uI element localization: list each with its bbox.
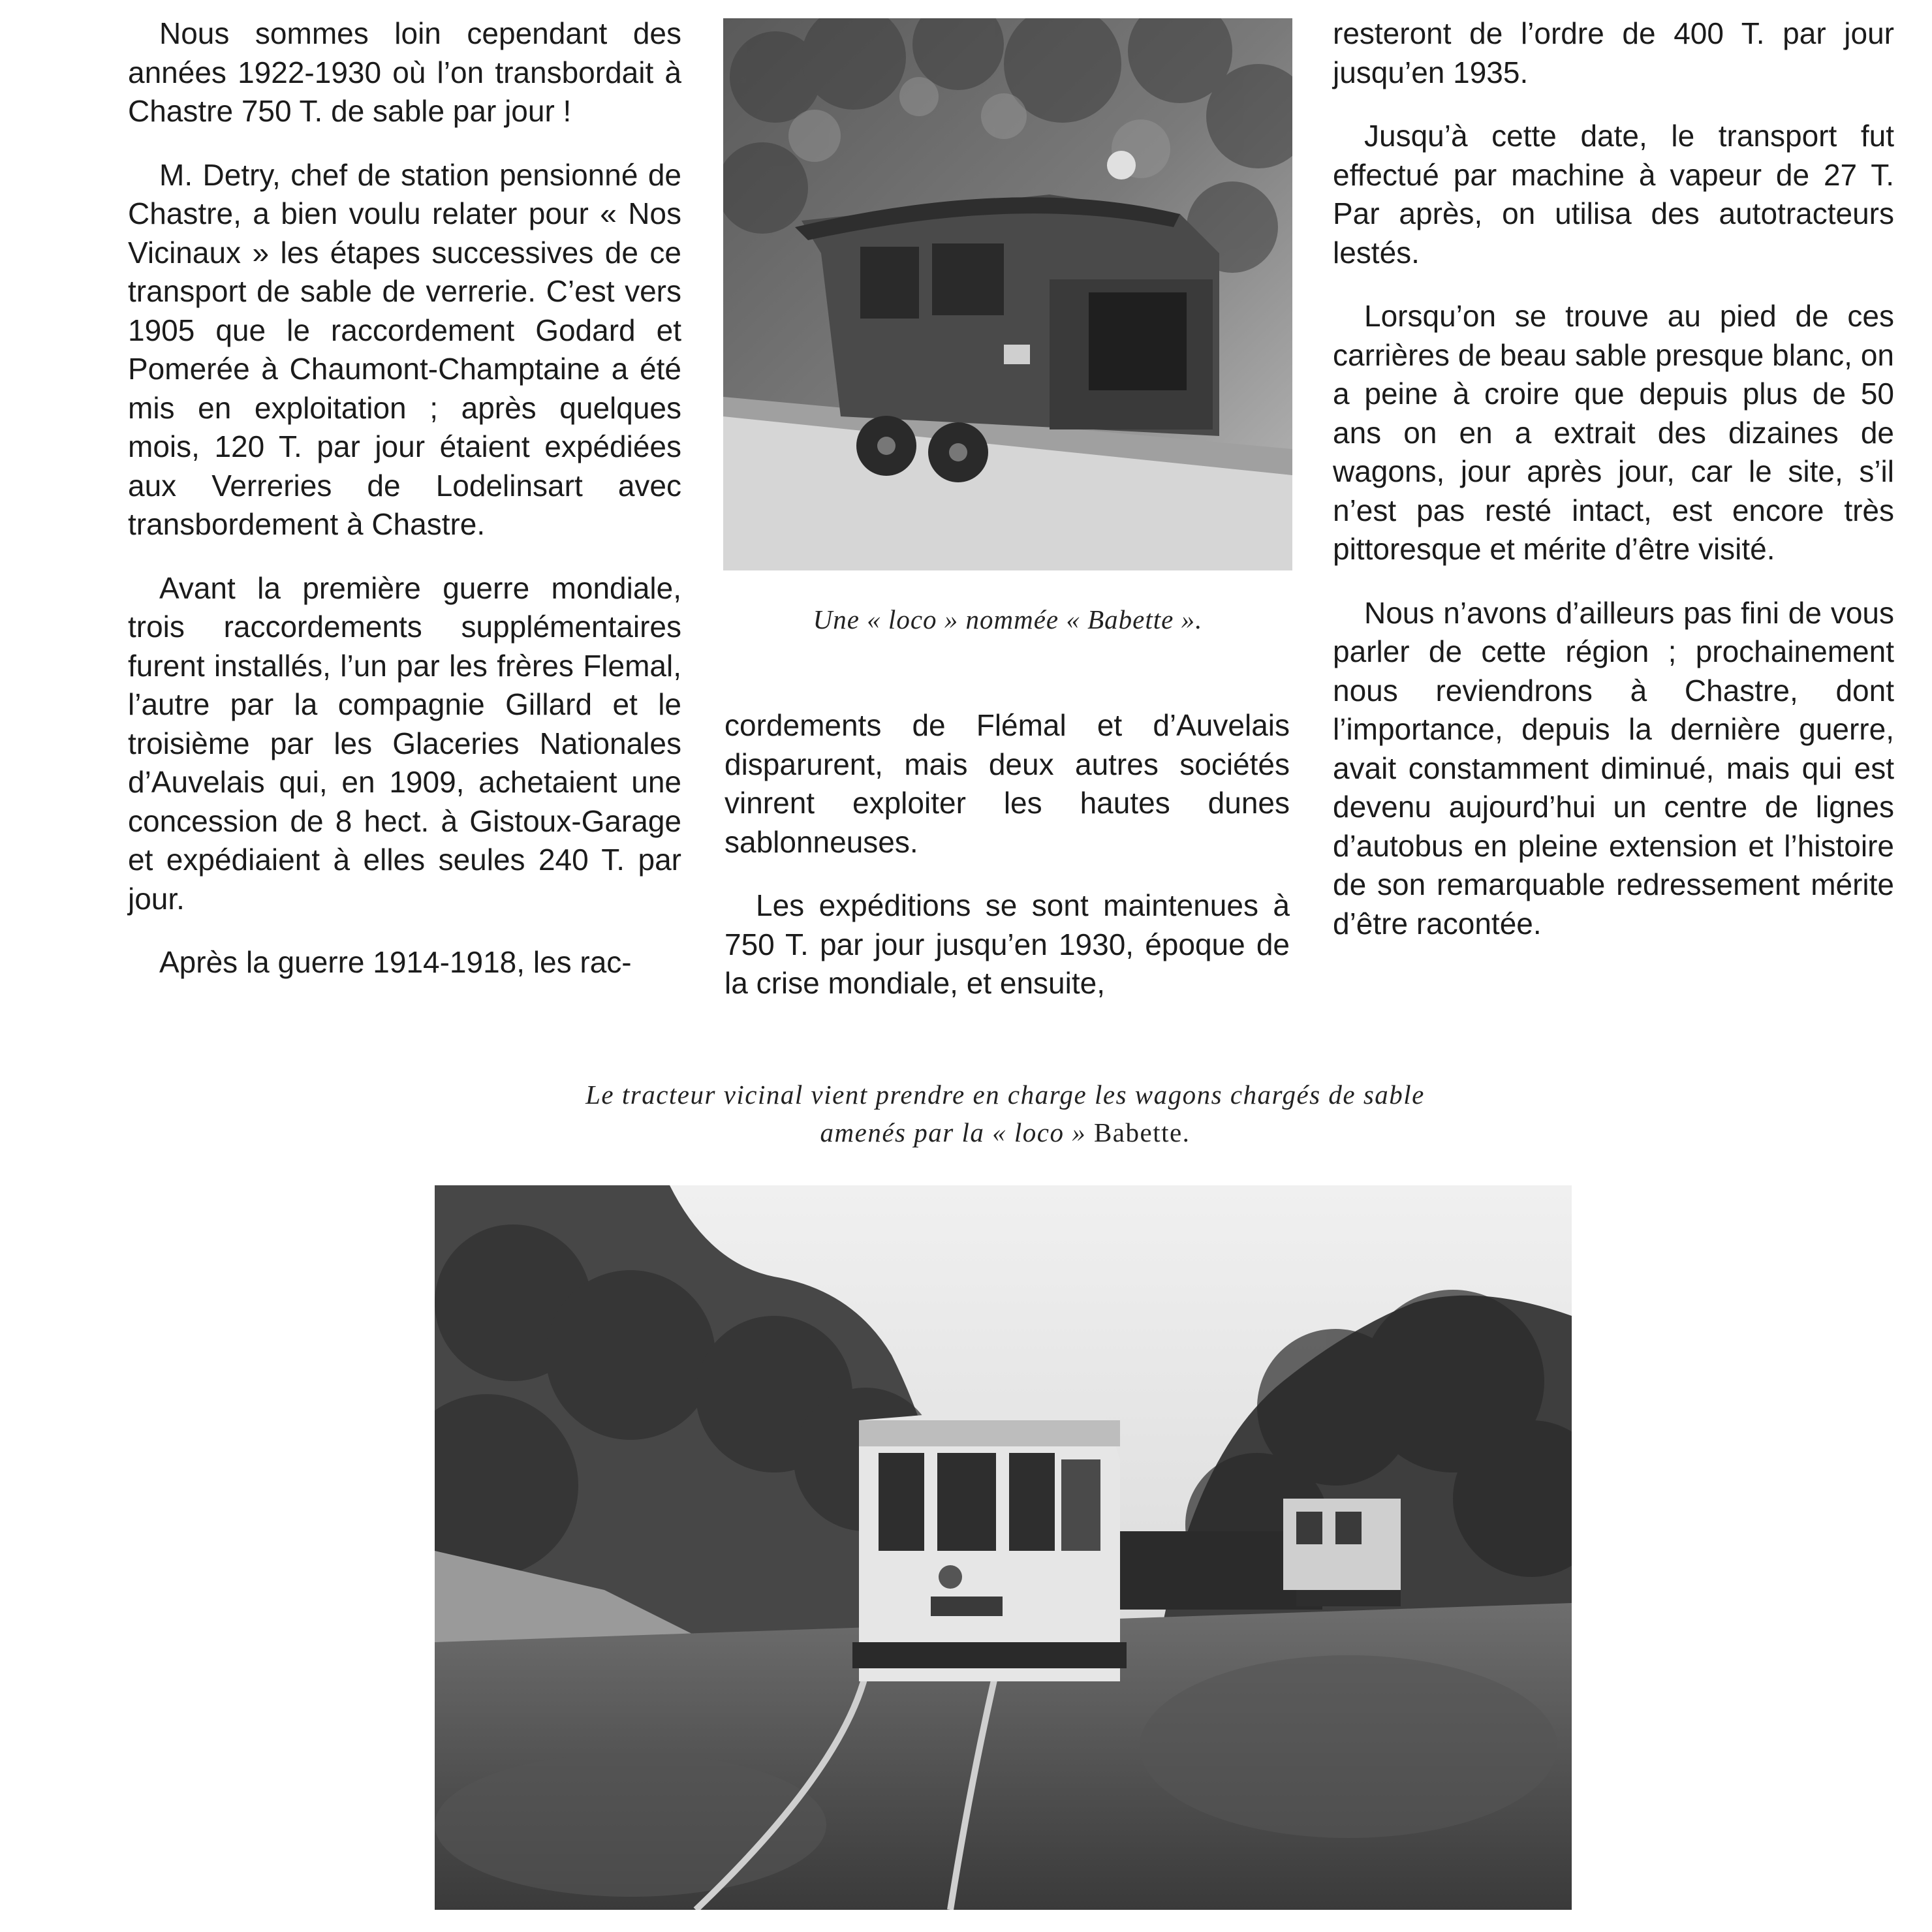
photo-babette-caption: Une « loco » nommée « Babette ». [813, 604, 1203, 634]
photo-tractor-image [435, 1185, 1572, 1910]
paragraph: Lorsqu’on se trouve au pied de ces carrières de beau sable presque blanc, on a peine à croire que depuis plus de 50 ans on en a extrait des dizaines de wagons, jour après jour, car le site, s’il n’est pas resté intact, est encore très pittoresque et mérite d’être visité. [1333, 299, 1894, 566]
photo-tractor-caption [470, 1076, 1540, 1151]
article-column-1 [128, 14, 681, 982]
caption-name: Babette. [1093, 1117, 1191, 1147]
photo-babette-locomotive [723, 18, 1292, 570]
paragraph: Jusqu’à cette date, le transport fut effectué par machine à vapeur de 27 T. Par après, on utilisa des autotracteurs lestés. [1333, 119, 1894, 270]
paragraph: Nous sommes loin cependant des années 1922-1930 où l’on transbordait à Chastre 750 T. de sable par jour ! [128, 16, 681, 128]
caption-line [470, 1114, 1540, 1151]
paragraph: Nous n’avons d’ailleurs pas fini de vous parler de cette région ; prochainement nous reviendrons à Chastre, dont l’importance, depuis la dernière guerre, avait constamment diminué, mais qui est devenu aujourd’hui un centre de lignes d’autobus en pleine extension et l’histoire de son remarquable redressement mérite d’être racontée. [1333, 595, 1894, 941]
photo-tractor-wagons [435, 1185, 1572, 1910]
paragraph: Avant la première guerre mondiale, trois raccordements supplémentaires furent installés, l’un par les frères Flemal, l’autre par la compagnie Gillard et le troisième par les Glaceries Nationales d’Auvelais qui, en 1909, achetaient une concession de 8 hect. à Gistoux-Garage et expédiaient à elles seules 240 T. par jour. [128, 570, 681, 916]
paragraph: cordements de Flémal et d’Auvelais disparurent, mais deux autres sociétés vinrent exploiter les hautes dunes sablonneuses. [724, 708, 1290, 859]
paragraph: Après la guerre 1914-1918, les rac- [159, 945, 632, 979]
paragraph: resteront de l’ordre de 400 T. par jour jusqu’en 1935. [1333, 16, 1894, 89]
caption-line: Le tracteur vicinal vient prendre en charge les wagons chargés de sable [585, 1080, 1425, 1110]
article-column-3 [1333, 14, 1894, 943]
photo-babette-image [723, 18, 1292, 570]
paragraph: Les expéditions se sont maintenues à 750 T. par jour jusqu’en 1930, époque de la crise mondiale, et ensuite, [724, 888, 1290, 1000]
caption-text: amenés par la « loco » [820, 1117, 1094, 1147]
article-column-2 [724, 706, 1290, 1003]
paragraph: M. Detry, chef de station pensionné de Chastre, a bien voulu relater pour « Nos Vicinaux » les étapes successives de ce transport de sable de verrerie. C’est vers 1905 que le raccordement Godard et Pomerée à Chaumont-Champtaine a été mis en exploitation ; après quelques mois, 120 T. par jour étaient expédiées aux Verreries de Lodelinsart avec transbordement à Chastre. [128, 157, 681, 541]
